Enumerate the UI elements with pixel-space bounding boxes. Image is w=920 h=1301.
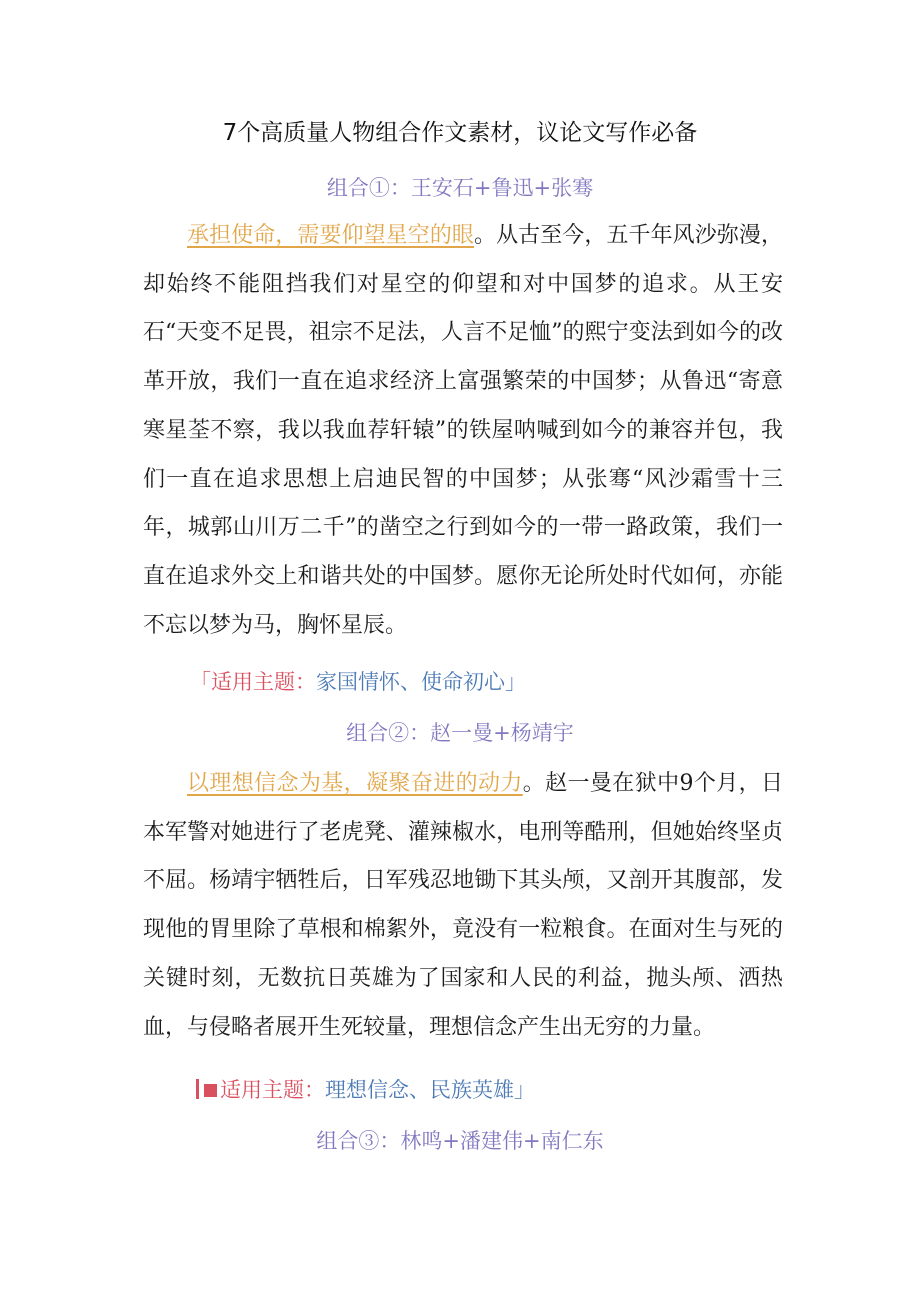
- bar-marker-icon: [196, 1079, 199, 1099]
- theme-2-close: 」: [514, 1078, 535, 1102]
- combo-3-heading: 组合③：林鸣+潘建伟+南仁东: [316, 1129, 604, 1153]
- paragraph-1-lead-punct: 。: [473, 223, 497, 248]
- square-marker-icon: [204, 1084, 217, 1097]
- paragraph-1: [143, 212, 783, 650]
- theme-1-close: 」: [505, 670, 526, 694]
- paragraph-2: [143, 760, 783, 1052]
- paragraph-2-body: 赵一曼在狱中9个月，日本军警对她进行了老虎凳、灌辣椒水，电刑等酷刑，但她始终坚贞不屈。杨靖宇牺牲后，日军残忍地锄下其头颅，又剖开其腹部，发现他的胃里除了草根和棉絮外，竟没有一粒粮食。在面对生与死的关键时刻，无数抗日英雄为了国家和人民的利益，抛头颅、洒热血，与侵略者展开生死较量，理想信念产生出无穷的力量。: [143, 771, 783, 1040]
- theme-2-text: 理想信念、民族英雄: [325, 1078, 514, 1102]
- paragraph-2-lead-punct: 。: [522, 771, 546, 796]
- paragraph-1-lead: 承担使命，需要仰望星空的眼: [187, 223, 474, 248]
- paragraph-1-body: 从古至今，五千年风沙弥漫，却始终不能阻挡我们对星空的仰望和对中国梦的追求。从王安石“天变不足畏，祖宗不足法，人言不足恤”的熙宁变法到如今的改革开放，我们一直在追求经济上富强繁荣的中国梦；从鲁迅“寄意寒星荃不察，我以我血荐轩辕”的铁屋呐喊到如今的兼容并包，我们一直在追求思想上启迪民智的中国梦；从张骞“风沙霜雪十三年，城郭山川万二千”的凿空之行到如今的一带一路政策，我们一直在追求外交上和谐共处的中国梦。愿你无论所处时代如何，亦能不忘以梦为马，胸怀星辰。: [143, 223, 783, 638]
- theme-2: [196, 1074, 535, 1104]
- combo-2-heading: 组合②：赵一曼+杨靖宇: [346, 721, 574, 745]
- page-title: 7个高质量人物组合作文素材，议论文写作必备: [222, 120, 698, 146]
- paragraph-2-lead: 以理想信念为基，凝聚奋进的动力: [187, 771, 523, 796]
- theme-1: [190, 666, 526, 696]
- theme-2-label: 适用主题：: [220, 1078, 325, 1102]
- theme-1-text: 家国情怀、使命初心: [316, 670, 505, 694]
- theme-1-label: 「适用主题：: [190, 670, 316, 694]
- combo-1-heading: 组合①：王安石+鲁迅+张骞: [326, 176, 594, 200]
